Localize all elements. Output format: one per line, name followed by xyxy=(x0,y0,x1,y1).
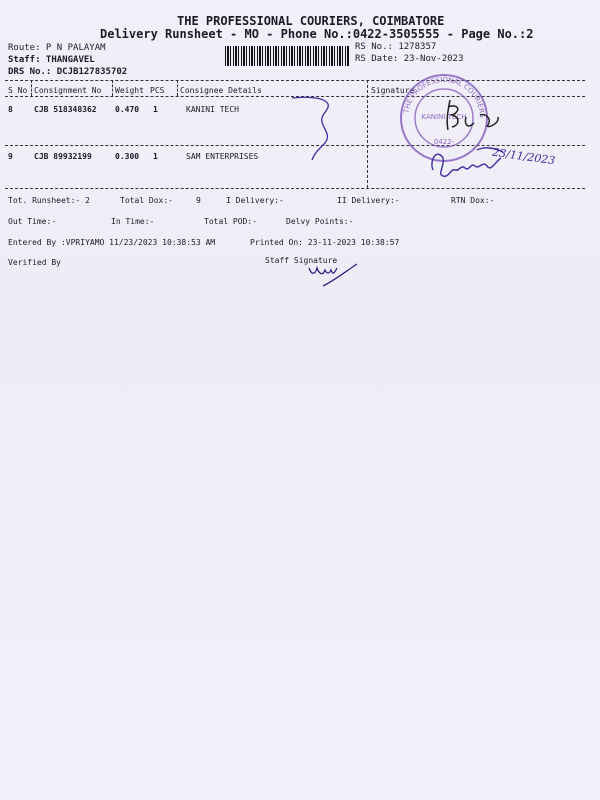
col-separator xyxy=(112,80,113,96)
delvy-points-label: Delvy Points:- xyxy=(286,217,354,226)
rs-number: RS No.: 1278357 xyxy=(355,42,437,52)
table-row-pcs: 1 xyxy=(153,152,158,161)
col-separator xyxy=(177,80,178,96)
signature-initials xyxy=(430,95,510,145)
divider xyxy=(5,80,585,81)
rtn-dox-label: RTN Dox:- xyxy=(451,196,495,205)
printed-on: Printed On: 23-11-2023 10:38:57 xyxy=(250,238,400,247)
col-header-signature: Signature xyxy=(371,86,415,95)
col-separator xyxy=(367,80,368,188)
staff-signature xyxy=(305,262,365,292)
col-header-consignment: Consignment No xyxy=(34,86,102,95)
handwritten-date: 23/11/2023 xyxy=(491,145,557,168)
rs-date: RS Date: 23-Nov-2023 xyxy=(355,54,464,64)
verified-by-label: Verified By xyxy=(8,258,61,267)
divider xyxy=(5,188,585,189)
out-time-label: Out Time:- xyxy=(8,217,57,226)
total-dox-label: Total Dox:- xyxy=(120,196,173,205)
stamp-text-bottom: 0422- xyxy=(433,138,455,146)
col-header-sno: S No xyxy=(8,86,28,95)
col-header-pcs: PCS xyxy=(150,86,165,95)
table-row-consignee: KANINI TECH xyxy=(186,105,239,114)
table-row-weight: 0.470 xyxy=(115,105,140,114)
entered-by: Entered By :VPRIYAMO 11/23/2023 10:38:53 AM xyxy=(8,238,216,247)
table-row-weight: 0.300 xyxy=(115,152,140,161)
table-row-pcs: 1 xyxy=(153,105,158,114)
barcode xyxy=(225,46,350,66)
stamp-text-middle: KANINI TECH xyxy=(421,113,467,121)
total-pod-label: Total POD:- xyxy=(204,217,257,226)
stamp-text-top: THE PROFESSIONAL COURIERS xyxy=(402,75,487,119)
col-separator xyxy=(31,80,32,96)
total-dox-value: 9 xyxy=(196,196,201,205)
drs-number: DRS No.: DCJB127835702 xyxy=(8,67,128,77)
table-row-sno: 9 xyxy=(8,152,13,161)
tot-runsheet: Tot. Runsheet:- 2 xyxy=(8,196,90,205)
staff-text: Staff: THANGAVEL xyxy=(8,55,95,65)
route-text: Route: P N PALAYAM xyxy=(8,43,106,53)
staff-signature-label: Staff Signature xyxy=(265,256,338,265)
table-row-sno: 8 xyxy=(8,105,13,114)
i-delivery-label: I Delivery:- xyxy=(226,196,284,205)
table-row-consignee: SAM ENTERPRISES xyxy=(186,152,259,161)
company-title: THE PROFESSIONAL COURIERS, COIMBATORE xyxy=(177,14,445,28)
col-header-consignee: Consignee Details xyxy=(180,86,262,95)
table-row-consignment: CJB 518348362 xyxy=(34,105,97,114)
handwritten-bracket xyxy=(290,94,350,164)
ii-delivery-label: II Delivery:- xyxy=(337,196,400,205)
table-row-consignment: CJB 89932199 xyxy=(34,152,92,161)
runsheet-title: Delivery Runsheet - MO - Phone No.:0422-3505555 - Page No.:2 xyxy=(100,27,534,41)
col-header-weight: Weight xyxy=(115,86,144,95)
in-time-label: In Time:- xyxy=(111,217,155,226)
